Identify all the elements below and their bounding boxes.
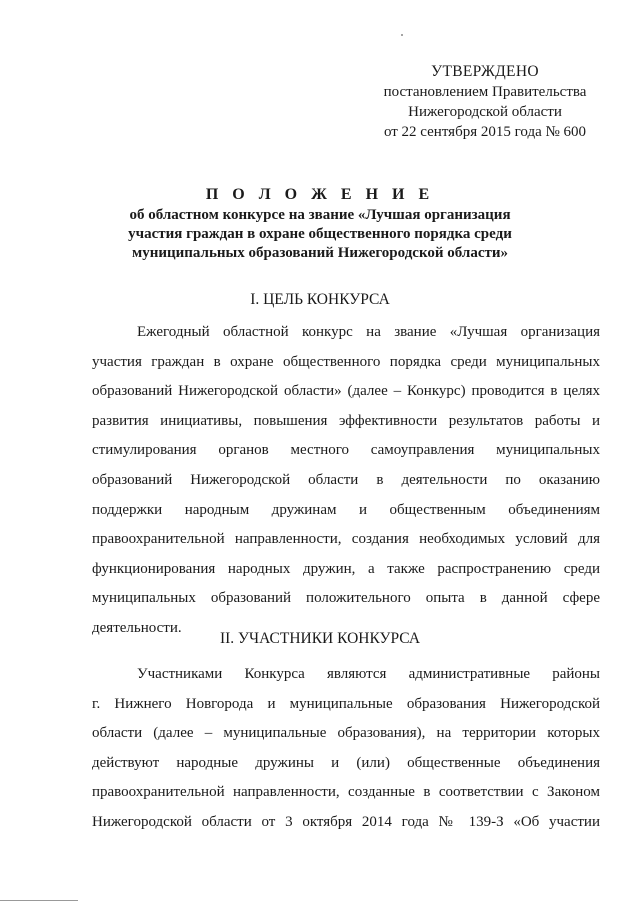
paragraph-line: функционирования народных дружин, а также распространению среди — [92, 560, 600, 577]
approval-block — [360, 62, 610, 142]
paragraph-line: действуют народные дружины и (или) общественные объединения — [92, 754, 600, 771]
paragraph-line: поддержки народным дружинам и общественным объединениям — [92, 501, 600, 518]
approval-line-1: постановлением Правительства — [383, 84, 587, 100]
paragraph-line: стимулирования органов местного самоуправления муниципальных — [92, 442, 600, 459]
document-title: П О Л О Ж Е Н И Е — [205, 186, 435, 203]
scan-edge-line — [0, 900, 78, 901]
paragraph-line: Нижегородской области от 3 октября 2014 года № 139-З «Об участии — [92, 813, 600, 830]
scan-speck — [401, 34, 403, 36]
document-subtitle-line-2: участия граждан в охране общественного порядка среди — [128, 226, 512, 242]
paragraph-line: области (далее – муниципальные образования), на территории которых — [92, 725, 600, 742]
approval-line-3: от 22 сентября 2015 года № 600 — [383, 124, 587, 140]
document-title-block — [60, 184, 580, 263]
approval-line-2: Нижегородской области — [408, 104, 562, 120]
paragraph-line: Участниками Конкурса являются административные районы — [137, 666, 600, 682]
paragraph-line: участия граждан в охране общественного порядка среди муниципальных — [92, 353, 600, 370]
section-1-paragraph — [92, 318, 600, 644]
paragraph-line: Ежегодный областной конкурс на звание «Лучшая организация — [137, 324, 600, 340]
paragraph-line: правоохранительной направленности, создания необходимых условий для — [92, 531, 600, 548]
section-1-heading: I. ЦЕЛЬ КОНКУРСА — [250, 291, 390, 308]
approval-stamp: УТВЕРЖДЕНО — [431, 63, 539, 80]
paragraph-line: муниципальных образований положительного опыта в данной сфере — [92, 590, 600, 607]
paragraph-line: образований Нижегородской области» (далее – Конкурс) проводится в целях — [92, 383, 600, 400]
document-subtitle-line-1: об областном конкурсе на звание «Лучшая организация — [129, 207, 511, 223]
section-2-paragraph — [92, 660, 600, 838]
paragraph-line: правоохранительной направленности, созданные в соответствии с Законом — [92, 784, 600, 801]
paragraph-line: г. Нижнего Новгорода и муниципальные образования Нижегородской — [92, 695, 600, 712]
document-subtitle-line-3: муниципальных образований Нижегородской области» — [132, 245, 508, 261]
paragraph-line: развития инициативы, повышения эффективности результатов работы и — [92, 412, 600, 429]
paragraph-line: образований Нижегородской области в деятельности по оказанию — [92, 471, 600, 488]
paragraph-line: деятельности. — [92, 619, 182, 636]
section-2-heading: II. УЧАСТНИКИ КОНКУРСА — [219, 630, 421, 647]
